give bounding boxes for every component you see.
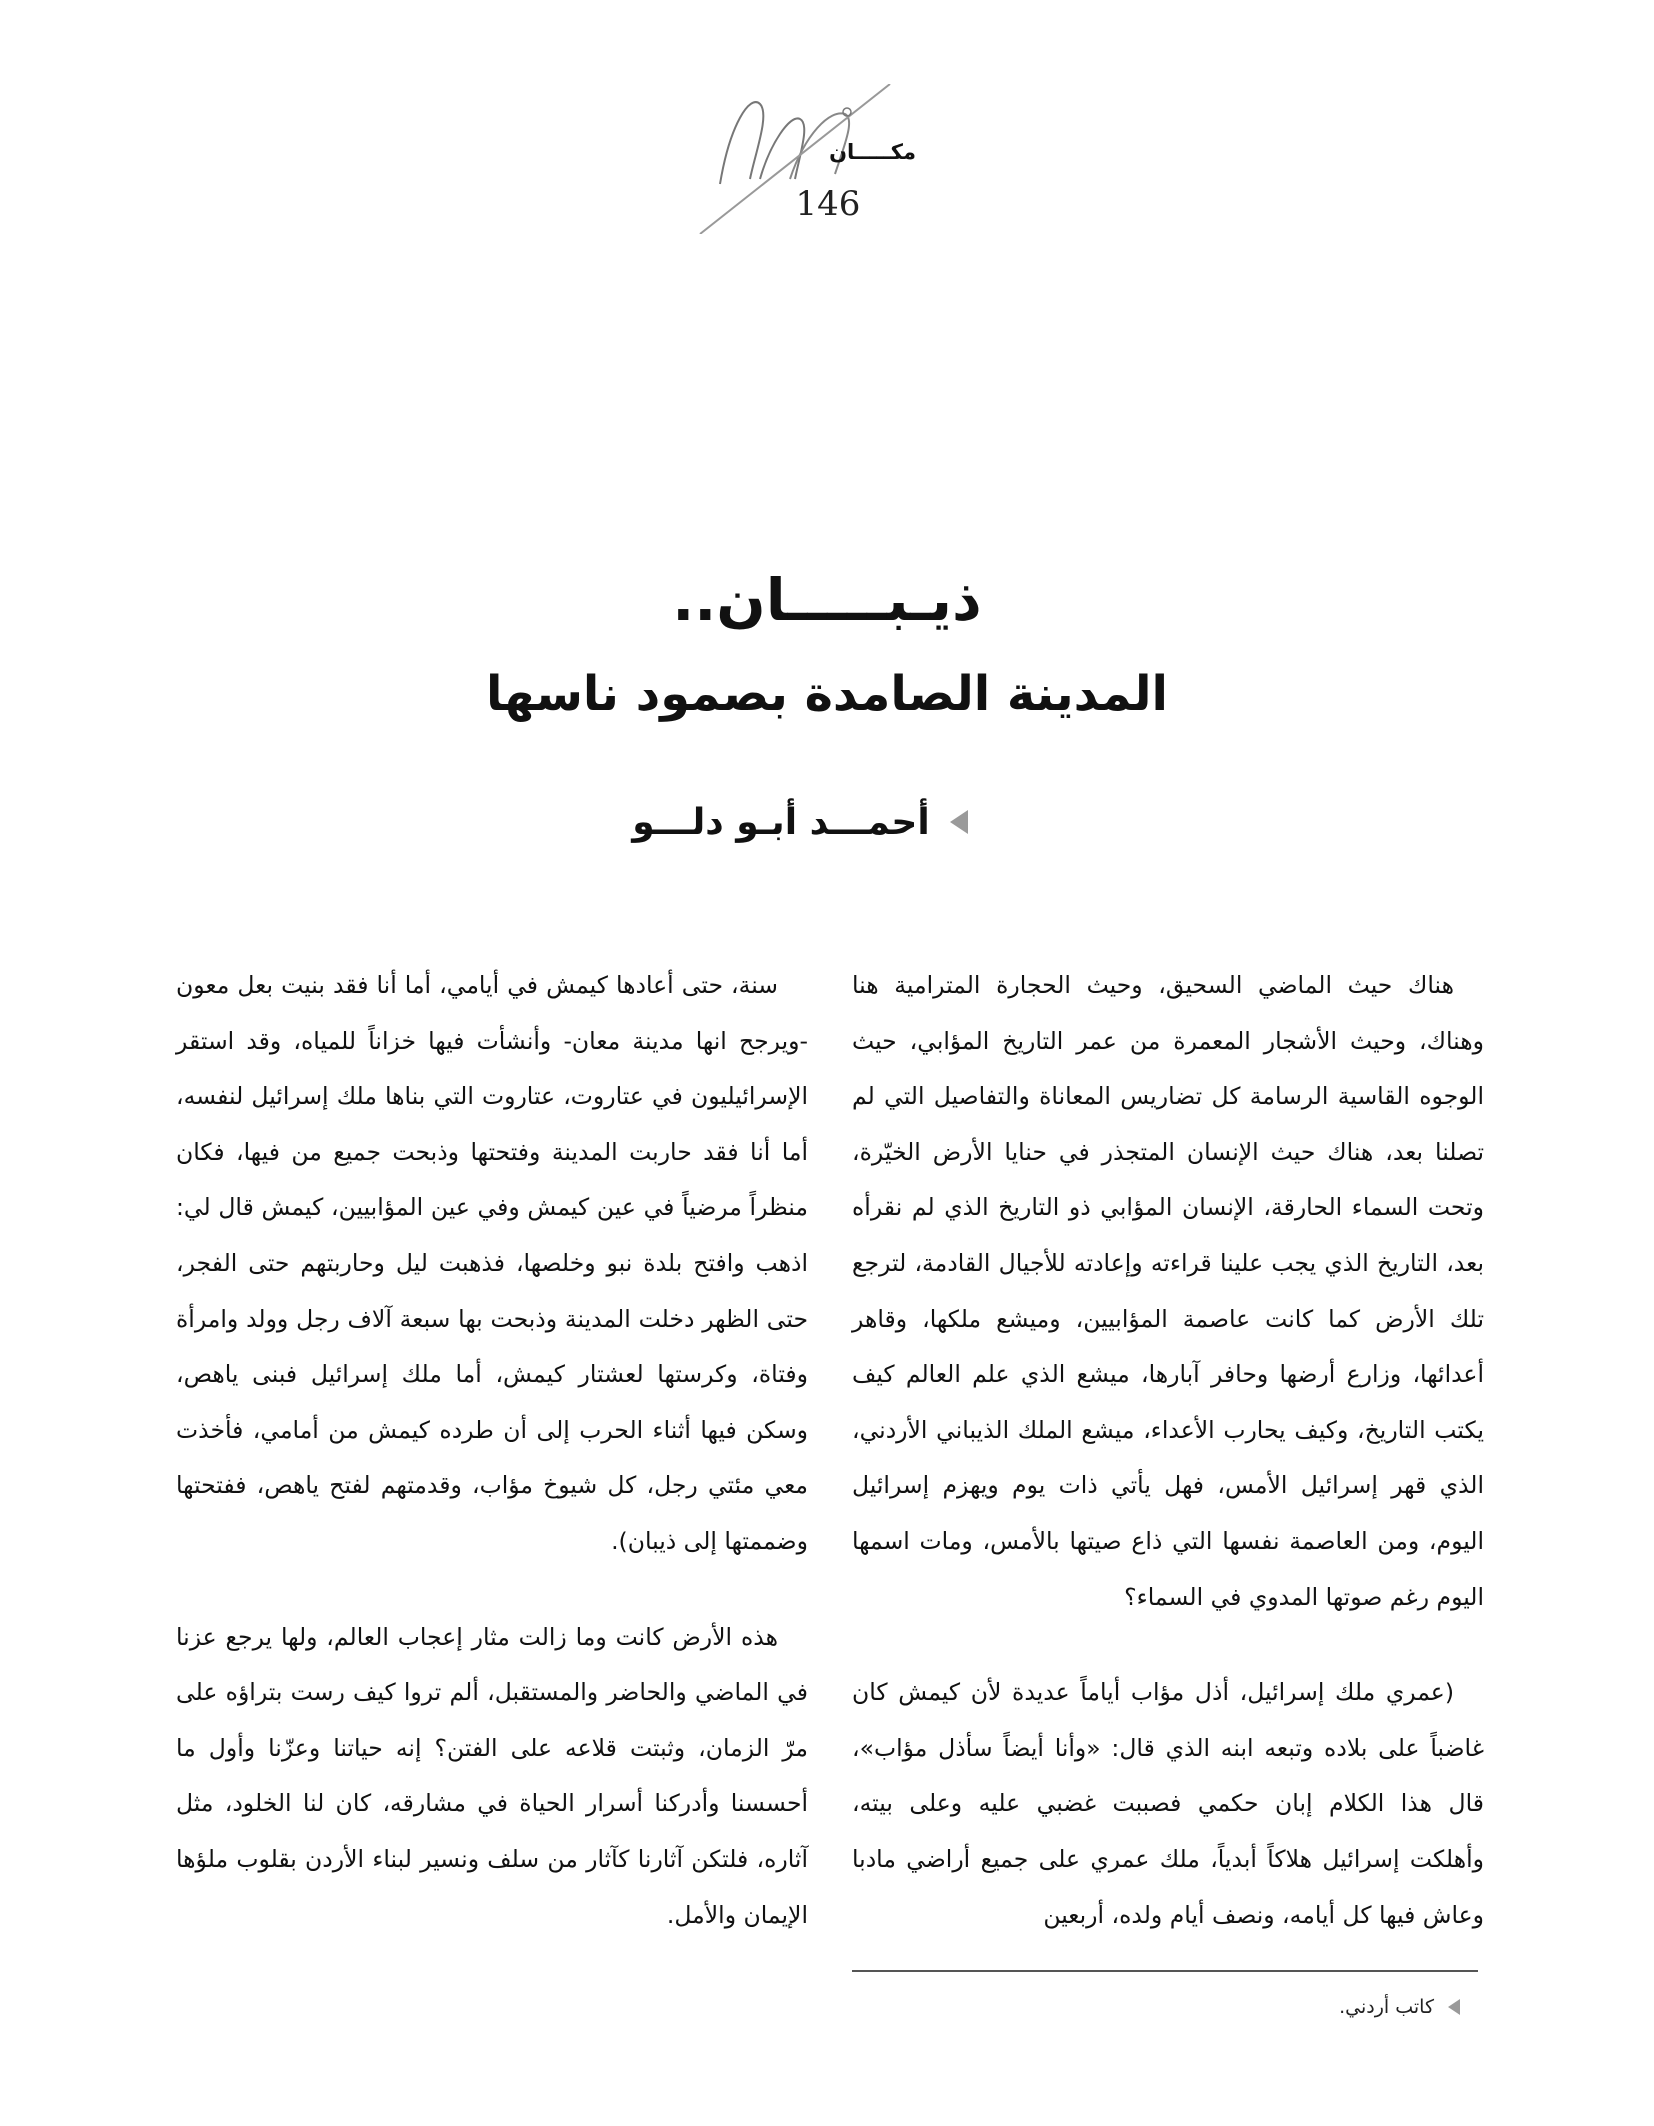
paragraph: سنة، حتى أعادها كيمش في أيامي، أما أنا فقد بنيت بعل معون -ويرجح انها مدينة معان- وأنشأت فيها خزاناً للمياه، وقد استقر الإسرائيليون في عتاروت، عتاروت التي بناها ملك إسرائيل لنفسه، أما أنا فقد حاربت المدينة وفتحتها وذبحت جميع من فيها، فكان منظراً مرضياً في عين كيمش وفي عين المؤابيين، كيمش قال لي: اذهب وافتح بلدة نبو وخلصها، فذهبت ليل وحاربتهم حتى الفجر، حتى الظهر دخلت المدينة وذبحت بها سبعة آلاف رجل وولد وامرأة وفتاة، وكرستها لعشتار كيمش، أما ملك إسرائيل فبنى ياهص، وسكن فيها أثناء الحرب إلى أن طرده كيمش من أمامي، فأخذت معي مئتي رجل، كل شيوخ مؤاب، وقدمتهم لفتح ياهص، ففتحتها وضممتها إلى ذيبان). — [176, 971, 808, 1555]
paragraph: (عمري ملك إسرائيل، أذل مؤاب أياماً عديدة لأن كيمش كان غاضباً على بلاده وتبعه ابنه الذي قال: «وأنا أيضاً سأذل مؤاب»، قال هذا الكلام إبان حكمي فصببت غضبي عليه وعلى بيته، وأهلكت إسرائيل هلاكاً أبدياً، ملك عمري على جميع أراضي مادبا وعاش فيها كل أيامه، ونصف أيام ولده، أربعين — [852, 1678, 1484, 1929]
title-main: ذيـبـــــان.. — [672, 566, 982, 634]
footnote-text: كاتب أردني. — [1339, 1996, 1434, 2018]
author-byline — [600, 792, 1000, 852]
footnote — [1080, 1996, 1460, 2018]
paragraph: هناك حيث الماضي السحيق، وحيث الحجارة المترامية هنا وهناك، وحيث الأشجار المعمرة من عمر التاريخ المؤابي، حيث الوجوه القاسية الرسامة كل تضاريس المعاناة والتفاصيل التي لم تصلنا بعد، هناك حيث الإنسان المتجذر في حنايا الأرض الخيّرة، وتحت السماء الحارقة، الإنسان المؤابي ذو التاريخ الذي لم نقرأه بعد، التاريخ الذي يجب علينا قراءته وإعادته للأجيال القادمة، لترجع تلك الأرض كما كانت عاصمة المؤابيين، وميشع ملكها، وقاهر أعدائها، وزارع أرضها وحافر آبارها، ميشع الذي علم العالم كيف يكتب التاريخ، وكيف يحارب الأعداء، ميشع الملك الذيباني الأردني، الذي قهر إسرائيل الأمس، فهل يأتي ذات يوم ويهزم إسرائيل اليوم، ومن العاصمة نفسها التي ذاع صيتها بالأمس، ومات اسمها اليوم رغم صوتها المدوي في السماء؟ — [852, 971, 1484, 1611]
triangle-marker-icon — [1448, 1999, 1460, 2015]
page-number: 146 — [795, 184, 861, 224]
text-column-left — [176, 958, 808, 1943]
page-header — [660, 84, 960, 234]
section-label: مكـــــان — [829, 140, 916, 164]
title-subtitle: المدينة الصامدة بصمود ناسها — [485, 666, 1168, 722]
footnote-divider — [852, 1970, 1478, 1972]
paragraph: هذه الأرض كانت وما زالت مثار إعجاب العالم، ولها يرجع عزنا في الماضي والحاضر والمستقبل، ألم تروا كيف رست بتراؤه على مرّ الزمان، وثبتت قلاعه على الفتن؟ إنه حياتنا وعزّنا وأول ما أحسسنا وأدركنا أسرار الحياة في مشارقه، كان لنا الخلود، مثل آثاره، فلتكن آثارنا كآثار من سلف ونسير لبناء الأردن بقلوب ملؤها الإيمان والأمل. — [176, 1622, 808, 1929]
triangle-marker-icon — [950, 810, 968, 834]
author-name: أحمـــد أبـو دلـــو — [632, 801, 930, 843]
text-column-right — [852, 958, 1484, 1943]
article-title — [300, 560, 1354, 734]
